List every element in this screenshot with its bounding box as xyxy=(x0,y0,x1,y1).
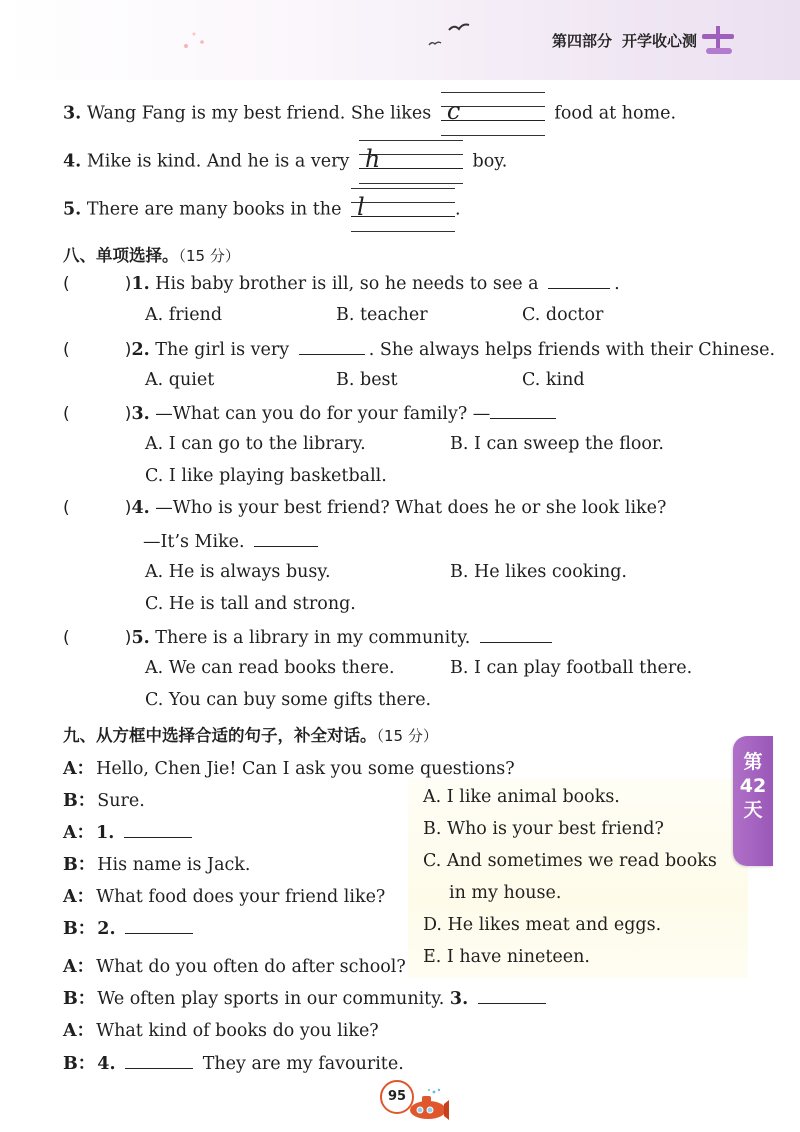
dialogue-text: What do you often do after school? xyxy=(96,957,406,977)
header-title-label: 开学收心测 xyxy=(622,32,698,50)
dialogue-line xyxy=(63,915,197,940)
answer-paren-close: ) xyxy=(124,498,132,518)
option-c[interactable]: C. You can buy some gifts there. xyxy=(145,690,432,710)
answer-blank[interactable] xyxy=(478,987,546,1004)
question-number: 5. xyxy=(131,628,150,648)
question-number: 3. xyxy=(63,103,82,124)
mc-question-3 xyxy=(63,402,560,424)
question-text-after: boy. xyxy=(472,151,508,172)
dialogue-line xyxy=(63,1050,404,1075)
tab-line-1: 第 xyxy=(743,751,763,773)
speaker-label: A： xyxy=(63,759,95,779)
option-c[interactable]: C. I like playing basketball. xyxy=(145,466,387,486)
answer-paren-close: ) xyxy=(124,404,132,424)
question-stem-after: . She always helps friends with their Chinese. xyxy=(368,340,776,360)
option-b[interactable]: B. He likes cooking. xyxy=(450,562,627,582)
mc-question-4-reply xyxy=(143,530,322,552)
answer-blank[interactable] xyxy=(125,1052,193,1069)
dialogue-text: His name is Jack. xyxy=(97,855,251,875)
dialogue-line xyxy=(63,787,145,812)
speaker-label: B： xyxy=(63,989,96,1009)
section-points: （15 分） xyxy=(178,247,240,265)
question-stem: His baby brother is ill, so he needs to see a xyxy=(155,274,539,294)
day-side-tab xyxy=(733,736,773,866)
handwritten-letter: c xyxy=(446,97,461,125)
section-title-text: 九、从方框中选择合适的句子，补全对话。 xyxy=(63,726,377,745)
bird-icon xyxy=(448,22,470,36)
question-stem: —What can you do for your family? — xyxy=(155,404,491,424)
answer-blank[interactable] xyxy=(125,917,193,934)
answer-paren-close: ) xyxy=(124,340,132,360)
box-option-a: A. I like animal books. xyxy=(423,787,620,807)
speaker-label: A： xyxy=(63,887,95,907)
question-text: There are many books in the xyxy=(86,199,342,220)
blank-number: 3. xyxy=(449,989,469,1009)
answer-paren-close: ) xyxy=(124,628,132,648)
section-title-text: 八、单项选择。 xyxy=(63,246,179,265)
question-text: Wang Fang is my best friend. She likes xyxy=(86,103,432,124)
four-line-answer-field[interactable] xyxy=(351,188,455,232)
option-b[interactable]: B. I can play football there. xyxy=(450,658,693,678)
dialogue-line xyxy=(63,1017,379,1042)
question-number: 3. xyxy=(131,404,150,424)
question-number: 1. xyxy=(131,274,150,294)
dialogue-line xyxy=(63,985,550,1010)
question-number: 4. xyxy=(131,498,150,518)
dialogue-line xyxy=(63,953,406,978)
answer-paren-open: ( xyxy=(63,340,70,360)
option-b[interactable]: B. teacher xyxy=(336,305,428,325)
speaker-label: B： xyxy=(63,919,96,939)
sec7-question-5 xyxy=(63,188,461,232)
dialogue-line xyxy=(63,883,385,908)
box-option-c: C. And sometimes we read books xyxy=(423,851,717,871)
answer-blank[interactable] xyxy=(254,530,318,547)
page-number: 95 xyxy=(380,1080,414,1114)
sec7-question-4 xyxy=(63,140,507,184)
option-c[interactable]: C. kind xyxy=(522,370,585,390)
question-number: 5. xyxy=(63,199,82,220)
box-option-c-continued: in my house. xyxy=(449,883,562,903)
box-option-e: E. I have nineteen. xyxy=(423,947,590,967)
small-bird-icon xyxy=(428,40,442,48)
dialogue-text: We often play sports in our community. xyxy=(97,989,445,1009)
blank-number: 1. xyxy=(96,823,115,843)
question-text-after: food at home. xyxy=(554,103,677,124)
question-stem: —Who is your best friend? What does he or she look like? xyxy=(155,498,667,518)
option-c[interactable]: C. doctor xyxy=(522,305,604,325)
option-c[interactable]: C. He is tall and strong. xyxy=(145,594,356,614)
four-line-answer-field[interactable] xyxy=(441,92,545,136)
question-stem: There is a library in my community. xyxy=(155,628,471,648)
question-text-after: . xyxy=(455,199,461,220)
submarine-icon xyxy=(404,1088,450,1122)
box-option-b: B. Who is your best friend? xyxy=(423,819,664,839)
section-points: （15 分） xyxy=(376,727,438,745)
option-a[interactable]: A. We can read books there. xyxy=(145,658,395,678)
answer-blank[interactable] xyxy=(299,338,365,355)
answer-paren-open: ( xyxy=(63,404,70,424)
handwritten-letter: l xyxy=(357,193,365,221)
answer-blank[interactable] xyxy=(548,272,610,289)
mc-question-1 xyxy=(63,272,620,294)
header-title xyxy=(552,30,697,51)
blank-number: 2. xyxy=(97,919,116,939)
speaker-label: A： xyxy=(63,957,95,977)
option-a[interactable]: A. He is always busy. xyxy=(145,562,331,582)
answer-paren-open: ( xyxy=(63,498,70,518)
pen-logo-icon xyxy=(700,22,740,58)
dialogue-line xyxy=(63,755,515,780)
mc-question-5 xyxy=(63,626,556,648)
dialogue-line xyxy=(63,851,250,876)
question-stem: The girl is very xyxy=(155,340,290,360)
answer-paren-open: ( xyxy=(63,628,70,648)
option-b[interactable]: B. I can sweep the floor. xyxy=(450,434,664,454)
speaker-label: B： xyxy=(63,791,96,811)
blank-number: 4. xyxy=(97,1054,116,1074)
answer-blank[interactable] xyxy=(480,626,552,643)
option-b[interactable]: B. best xyxy=(336,370,398,390)
speaker-label: A： xyxy=(63,1021,95,1041)
sec7-question-3 xyxy=(63,92,676,136)
handwritten-letter: h xyxy=(364,145,381,173)
dialogue-text: They are my favourite. xyxy=(202,1054,404,1074)
answer-blank[interactable] xyxy=(124,821,192,838)
question-number: 4. xyxy=(63,151,82,172)
answer-blank[interactable] xyxy=(490,402,556,419)
tab-line-3: 天 xyxy=(743,799,763,821)
header-part-label: 第四部分 xyxy=(552,32,613,50)
answer-paren-open: ( xyxy=(63,274,70,294)
mc-question-4 xyxy=(63,498,666,518)
speaker-label: B： xyxy=(63,1054,96,1074)
question-stem-after: . xyxy=(614,274,620,294)
box-option-d: D. He likes meat and eggs. xyxy=(423,915,662,935)
four-line-answer-field[interactable] xyxy=(359,140,463,184)
tab-line-2: 42 xyxy=(739,775,767,797)
question-text: Mike is kind. And he is a very xyxy=(86,151,350,172)
dialogue-text: Hello, Chen Jie! Can I ask you some questions? xyxy=(96,759,515,779)
speaker-label: B： xyxy=(63,855,96,875)
question-stem-line2: —It’s Mike. xyxy=(143,532,245,552)
question-number: 2. xyxy=(131,340,150,360)
option-a[interactable]: A. I can go to the library. xyxy=(145,434,366,454)
section-9-title xyxy=(63,722,438,746)
option-a[interactable]: A. friend xyxy=(145,305,223,325)
speaker-label: A： xyxy=(63,823,95,843)
dialogue-line xyxy=(63,819,196,844)
option-a[interactable]: A. quiet xyxy=(145,370,215,390)
section-8-title xyxy=(63,242,240,266)
decorative-sparkle-icon xyxy=(180,26,210,52)
mc-question-2 xyxy=(63,338,775,360)
dialogue-text: Sure. xyxy=(97,791,145,811)
answer-paren-close: ) xyxy=(124,274,132,294)
dialogue-text: What food does your friend like? xyxy=(96,887,386,907)
dialogue-text: What kind of books do you like? xyxy=(96,1021,379,1041)
